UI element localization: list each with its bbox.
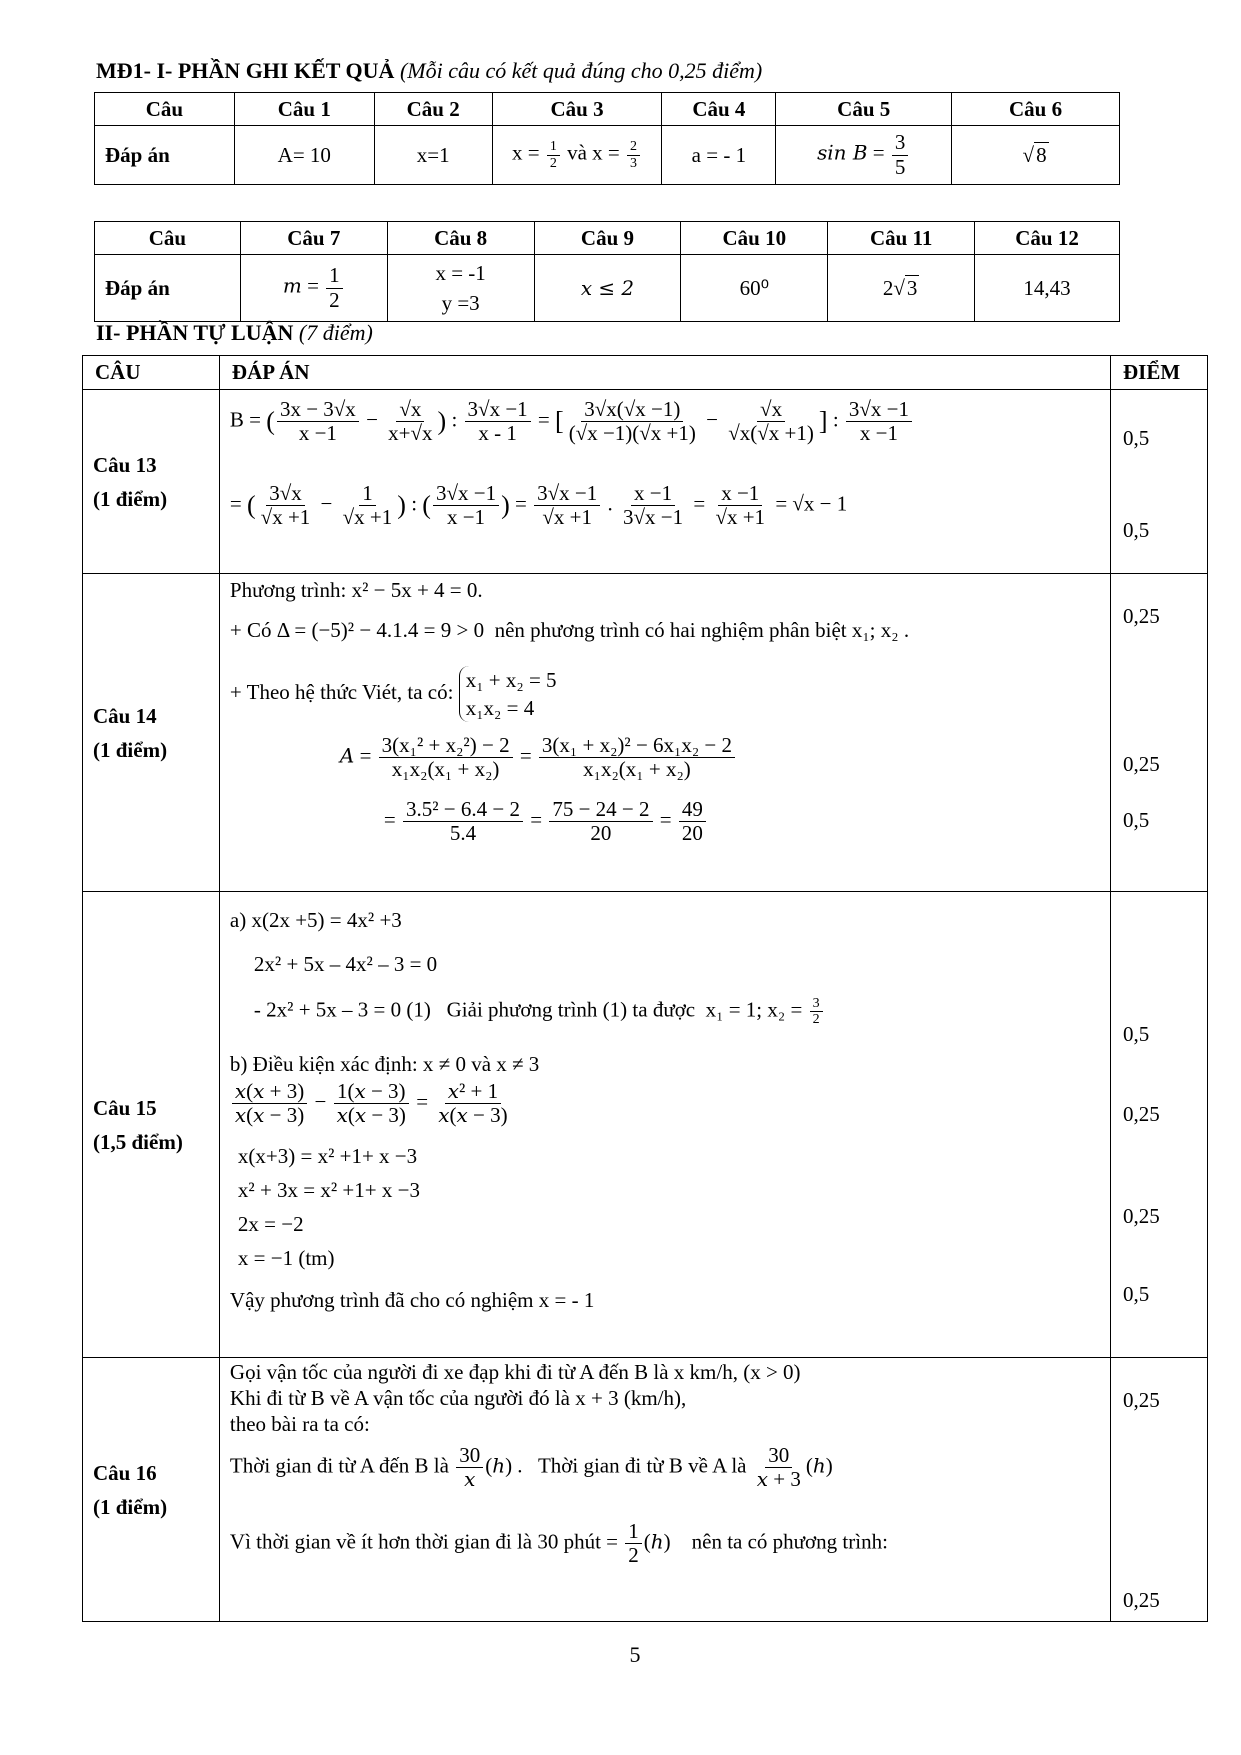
cau-13-scores xyxy=(1111,390,1208,574)
cau-15-b-5: 2x = −2 xyxy=(237,1212,304,1236)
cau-15-a-3: - 2x² + 5x – 3 = 0 (1) Giải phương trình (1) ta được x₁ = 1; x₂ = $\frac{3}{2}$ xyxy=(254,996,825,1028)
cau-14-score-2: 0,25 xyxy=(1123,752,1160,776)
cau-15-a-2: 2x² + 5x – 4x² – 3 = 0 xyxy=(253,952,438,976)
cau-15-score-3: 0,25 xyxy=(1123,1204,1160,1228)
head-dap-an: ĐÁP ÁN xyxy=(219,356,1110,390)
table1-head-cell: Câu xyxy=(95,93,235,126)
essay-header-row xyxy=(83,356,1208,390)
page-number: 5 xyxy=(629,1642,641,1667)
cau-13-title: Câu 13 xyxy=(93,452,157,477)
cau-15-roots: x₁ = 1; x₂ = xyxy=(705,997,803,1022)
cau-15-b-3: x(x+3) = x² +1+ x −3 xyxy=(237,1144,418,1168)
cau-13-label xyxy=(83,390,220,574)
row-cau-15 xyxy=(83,892,1208,1358)
table2-head-cell: Câu 7 xyxy=(240,222,387,255)
cau-15-b-6: x = −1 (tm) xyxy=(237,1246,335,1270)
cau-15-solve-text: Giải phương trình (1) ta được xyxy=(446,997,696,1022)
cau-13-line-1: B = ( $\frac{3x - 3√x}{x -1}$ − $\frac{√x}{x+√x}$ ) : $\frac{3√x -1}{x - 1}$ = [ $\frac{3√x(√x -1)}{(√x -1)(√x +1)}$ − $\frac{√x}{√x(√x +1)}$ ] : $\frac{3√x -1}{x -1}$ xyxy=(230,398,914,445)
essay-table xyxy=(82,355,1208,1622)
cau-15-solution xyxy=(219,892,1110,1358)
cau-15-points: (1,5 điểm) xyxy=(93,1129,183,1154)
answer-cau-3: x = $\frac{1}{2}$ và x = $\frac{2}{3}$ xyxy=(492,126,662,185)
cau-16-line-4: Thời gian đi từ A đến B là $\frac{30}{x}$ (h) . Thời gian đi từ B về A là $\frac{30}{x + 3}$ (h) xyxy=(229,1443,833,1492)
table1-head-cell: Câu 6 xyxy=(952,93,1120,126)
table2-head-cell: Câu 10 xyxy=(681,222,828,255)
cau-15-b-1: b) Điều kiện xác định: x ≠ 0 và x ≠ 3 xyxy=(229,1052,540,1076)
cau-16-line-3: theo bài ra ta có: xyxy=(229,1412,370,1436)
head-cau: CÂU xyxy=(83,356,220,390)
cau-13-score-1: 0,5 xyxy=(1123,426,1150,450)
head-diem: ĐIỂM xyxy=(1111,356,1208,390)
table2-row-label: Đáp án xyxy=(95,255,241,322)
cau-13-score-2: 0,5 xyxy=(1123,518,1150,542)
cau-14-sys-2: x₁x₂ = 4 xyxy=(465,696,535,720)
results-table-1 xyxy=(94,92,1120,185)
cau-16-score-1: 0,25 xyxy=(1123,1388,1160,1412)
cau-14-points: (1 điểm) xyxy=(93,737,168,762)
part1-title-text: MĐ1- I- PHẦN GHI KẾT QUẢ xyxy=(96,58,395,83)
table2-head-cell: Câu 8 xyxy=(387,222,534,255)
cau-15-b-2: $\frac{x(x + 3)}{x(x - 3)}$ − $\frac{1(x - 3)}{x(x - 3)}$ = $\frac{\text{x² + 1}}{x(x - 3)}$ xyxy=(230,1080,513,1127)
answer-cau-1: A= 10 xyxy=(234,126,374,185)
cau-15-a-1: a) x(2x +5) = 4x² +3 xyxy=(229,908,402,932)
answer-cau-5: sin B = $\frac{3}{5}$ xyxy=(776,126,952,185)
cau-14-line-4: A = $\frac{\text{3(x₁² + x₂²) − 2}}{\text{x₁x₂(x₁ + x₂)}}$ = $\frac{\text{3(x₁ + x₂)² − 6x₁x₂ − 2}}{\text{x₁x₂(x₁ + x₂)}}$ xyxy=(340,734,737,781)
cau-15-score-2: 0,25 xyxy=(1123,1102,1160,1126)
table2-head-cell: Câu xyxy=(95,222,241,255)
cau-16-line-5: Vì thời gian về ít hơn thời gian đi là 30 phút = $\frac{1}{2}$ (h) nên ta có phương trình: xyxy=(229,1519,888,1568)
cau-13-solution xyxy=(219,390,1110,574)
answer-cau-9 xyxy=(534,255,681,322)
cau-16-scores xyxy=(1111,1358,1208,1622)
answer-cau-9-text: x ≤ 2 xyxy=(580,275,635,300)
cau-14-line-5: = $\frac{\text{3.5² − 6.4 − 2}}{5.4}$ = $\frac{75 - 24 - 2}{20}$ = $\frac{49}{20}$ xyxy=(384,798,708,845)
table1-answer-row xyxy=(95,126,1120,185)
answer-cau-6: √8 xyxy=(952,126,1120,185)
part2-title xyxy=(96,320,373,346)
answer-cau-10-text: 60⁰ xyxy=(739,275,770,300)
cau-16-label xyxy=(83,1358,220,1622)
part2-note: (7 điểm) xyxy=(298,320,373,345)
table1-head-cell: Câu 3 xyxy=(492,93,662,126)
answer-cau-10 xyxy=(681,255,828,322)
cau-16-points: (1 điểm) xyxy=(93,1494,168,1519)
cau-14-system xyxy=(459,666,557,722)
table2-answer-row xyxy=(95,255,1120,322)
answer-cau-4: a = - 1 xyxy=(662,126,776,185)
answer-cau-2: x=1 xyxy=(374,126,492,185)
cau-15-eq1: - 2x² + 5x – 3 = 0 (1) xyxy=(253,997,431,1022)
cau-16-line-2: Khi đi từ B về A vận tốc của người đó là x + 3 (km/h), xyxy=(229,1386,687,1410)
row-cau-13 xyxy=(83,390,1208,574)
table1-header-row xyxy=(95,93,1120,126)
table1-head-cell: Câu 4 xyxy=(662,93,776,126)
cau-14-line-3 xyxy=(230,666,557,722)
table1-row-label: Đáp án xyxy=(95,126,235,185)
cau-16-solution xyxy=(219,1358,1110,1622)
cau-14-viet: + Theo hệ thức Viét, ta có: xyxy=(229,679,454,704)
row-cau-16 xyxy=(83,1358,1208,1622)
cau-14-delta: + Có Δ = (−5)² − 4.1.4 = 9 > 0 xyxy=(229,618,485,642)
cau-16-score-2: 0,25 xyxy=(1123,1588,1160,1612)
cau-15-label xyxy=(83,892,220,1358)
answer-cau-12: 14,43 xyxy=(975,255,1120,322)
cau-14-line-2 xyxy=(230,618,909,643)
cau-14-conclusion: nên phương trình có hai nghiệm phân biệt x₁; x₂ . xyxy=(494,618,910,642)
cau-13-points: (1 điểm) xyxy=(93,486,168,511)
table2-header-row xyxy=(95,222,1120,255)
cau-14-title: Câu 14 xyxy=(93,703,157,728)
cau-14-label xyxy=(83,574,220,892)
answer-cau-11: 2√3 xyxy=(828,255,975,322)
table1-head-cell: Câu 5 xyxy=(776,93,952,126)
answer-cau-8: x = -1 y =3 xyxy=(387,255,534,322)
cau-15-scores xyxy=(1111,892,1208,1358)
cau-13-line-2: = ( $\frac{3√x}{√x +1}$ − $\frac{1}{√x +1}$ ) : ( $\frac{3√x -1}{x -1}$ ) = $\frac{3√x -1}{√x +1}$ . $\frac{x -1}{3√x -1}$ = $\frac{x -1}{√x +1}$ = √x − 1 xyxy=(229,481,848,530)
cau-15-b-4: x² + 3x = x² +1+ x −3 xyxy=(237,1178,420,1202)
cau-16-equation-text: nên ta có phương trình: xyxy=(691,1529,888,1554)
table2-head-cell: Câu 11 xyxy=(828,222,975,255)
cau-15-score-1: 0,5 xyxy=(1123,1022,1150,1046)
table1-head-cell: Câu 2 xyxy=(374,93,492,126)
cau-16-time-ab: Thời gian đi từ A đến B là xyxy=(229,1453,449,1478)
cau-14-solution xyxy=(219,574,1110,892)
table2-head-cell: Câu 9 xyxy=(534,222,681,255)
cau-15-title: Câu 15 xyxy=(93,1095,157,1120)
cau-15-b-7: Vậy phương trình đã cho có nghiệm x = - 1 xyxy=(229,1288,595,1312)
cau-16-title: Câu 16 xyxy=(93,1460,157,1485)
table2-head-cell: Câu 12 xyxy=(975,222,1120,255)
answer-cau-7: m = $\frac{1}{2}$ xyxy=(240,255,387,322)
cau-15-score-4: 0,5 xyxy=(1123,1282,1150,1306)
cau-16-line-1: Gọi vận tốc của người đi xe đạp khi đi từ A đến B là x km/h, (x > 0) xyxy=(229,1360,801,1384)
cau-16-diff-text: Vì thời gian về ít hơn thời gian đi là 30 phút = xyxy=(229,1529,619,1554)
part1-note: (Mỗi câu có kết quả đúng cho 0,25 điểm) xyxy=(399,58,763,83)
cau-14-score-1: 0,25 xyxy=(1123,604,1160,628)
cau-14-scores xyxy=(1111,574,1208,892)
part2-title-text: II- PHẦN TỰ LUẬN xyxy=(96,320,294,345)
cau-16-time-ba: Thời gian đi từ B về A là xyxy=(537,1453,747,1478)
row-cau-14 xyxy=(83,574,1208,892)
cau-14-line-1: Phương trình: x² − 5x + 4 = 0. xyxy=(229,578,483,602)
cau-14-sys-1: x₁ + x₂ = 5 xyxy=(465,668,557,692)
cau-14-score-3: 0,5 xyxy=(1123,808,1150,832)
results-table-2 xyxy=(94,221,1120,322)
part1-title xyxy=(96,58,762,84)
table1-head-cell: Câu 1 xyxy=(234,93,374,126)
